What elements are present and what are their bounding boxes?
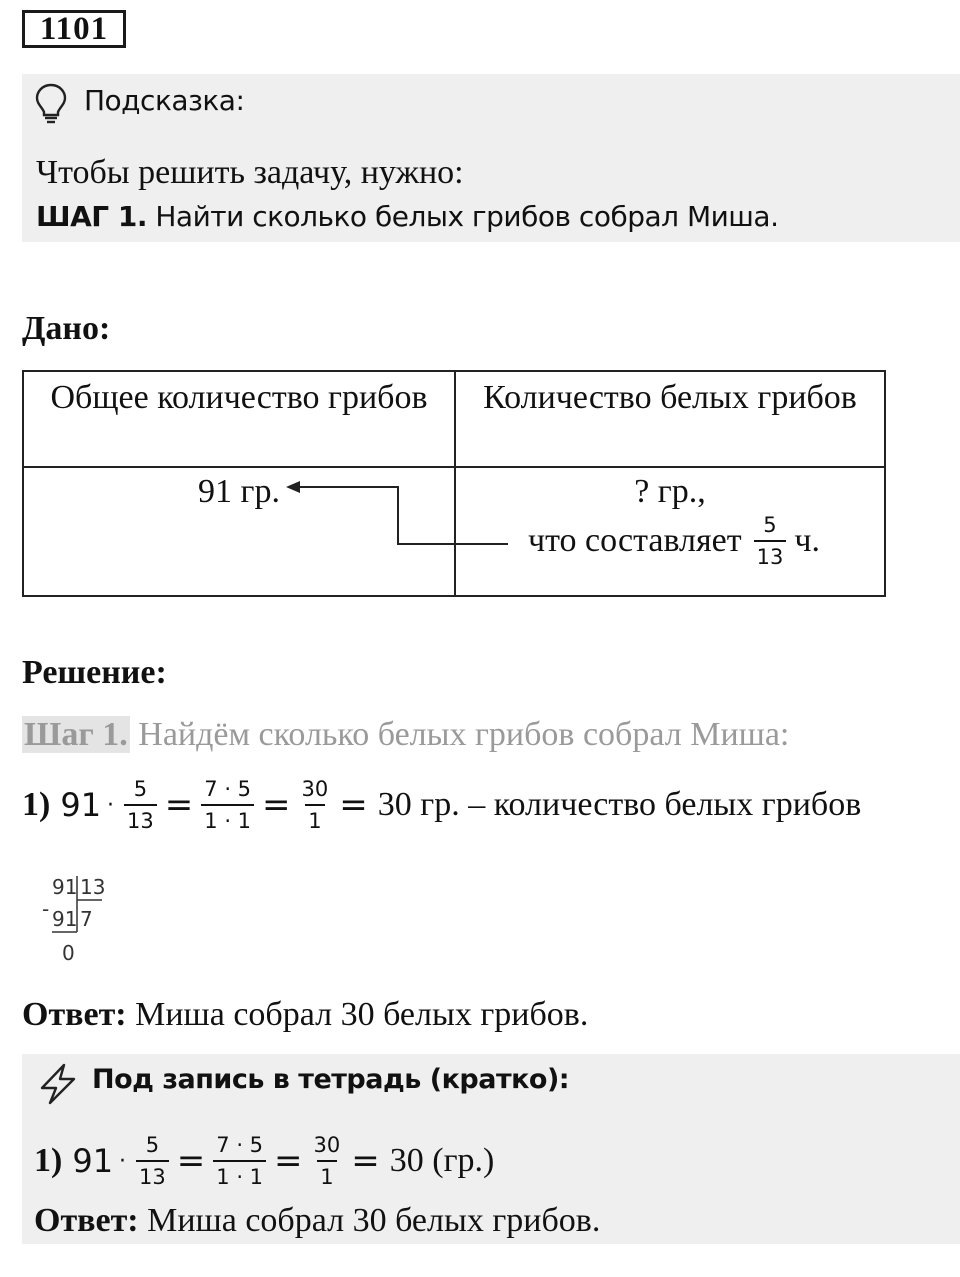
hint-intro: Чтобы решить задачу, нужно: (36, 154, 464, 191)
notebook-value-a: 91 (72, 1142, 114, 1180)
solution-answer (22, 996, 588, 1034)
notebook-answer-text: Миша собрал 30 белых грибов. (138, 1202, 601, 1239)
notebook-title: Под запись в тетрадь (кратко): (92, 1064, 570, 1095)
given-white-note: что составляет $\frac{5}{13}$ ч. (528, 513, 820, 569)
notebook-equation: 1) 91 · $\frac{5}{13}$ = $\frac{7 \cdot 5}{1 \cdot 1}$ = $\frac{30}{1}$ = 30 (гр.) (34, 1133, 495, 1189)
notebook-line-label: 1) (34, 1142, 63, 1179)
problem-number: 1101 (22, 10, 126, 48)
given-fraction: $\frac{5}{13}$ (754, 512, 787, 570)
notebook-fraction-1: $\frac{5}{13}$ (136, 1132, 169, 1190)
notebook-fraction-3: $\frac{30}{1}$ (313, 1133, 341, 1189)
answer-label: Ответ: (22, 996, 127, 1033)
notebook-result: 30 (гр.) (389, 1142, 495, 1179)
division-subtracted: 91 (52, 907, 78, 931)
hint-step-label: ШАГ 1. (36, 200, 147, 233)
lightning-icon (36, 1062, 80, 1106)
solution-fraction-3: $\frac{30}{1}$ (301, 777, 329, 833)
solution-value-a: 91 (60, 786, 102, 824)
division-remainder: 0 (62, 941, 75, 965)
division-dividend: 91 (52, 875, 78, 899)
solution-step-label: Шаг 1. (24, 716, 128, 753)
solution-fraction-2: $\frac{7 \cdot 5}{1 \cdot 1}$ (201, 776, 254, 834)
given-header-white: Количество белых грибов (455, 371, 885, 467)
solution-heading: Решение: (22, 654, 167, 691)
solution-result: 30 гр. – количество белых грибов (377, 786, 862, 823)
solution-fraction-1: $\frac{5}{13}$ (124, 776, 157, 834)
given-total-value: 91 гр. (198, 473, 280, 510)
given-arrow (280, 476, 520, 556)
notebook-fraction-2: $\frac{7 \cdot 5}{1 \cdot 1}$ (213, 1132, 266, 1190)
notebook-answer (34, 1202, 600, 1240)
given-white-value: ? гр., (634, 473, 706, 510)
hint-step-text: Найти сколько белых грибов собрал Миша. (146, 200, 779, 233)
notebook-answer-label: Ответ: (34, 1202, 139, 1239)
long-division (40, 872, 120, 968)
division-quotient: 7 (80, 907, 93, 931)
division-divisor: 13 (80, 875, 106, 899)
solution-equation: 1) 91 · $\frac{5}{13}$ = $\frac{7 \cdot 5}{1 \cdot 1}$ = $\frac{30}{1}$ = 30 гр. – количество белых грибов (22, 777, 862, 833)
given-heading: Дано: (22, 310, 111, 347)
lightbulb-icon (34, 82, 68, 124)
solution-step (22, 716, 789, 754)
solution-line-label: 1) (22, 786, 51, 823)
answer-text: Миша собрал 30 белых грибов. (126, 996, 589, 1033)
given-header-total: Общее количество грибов (23, 371, 455, 467)
svg-text:-: - (42, 897, 50, 921)
solution-step-text: Найдём сколько белых грибов собрал Миша: (129, 716, 790, 753)
hint-title: Подсказка: (84, 84, 245, 117)
hint-step (36, 200, 778, 233)
